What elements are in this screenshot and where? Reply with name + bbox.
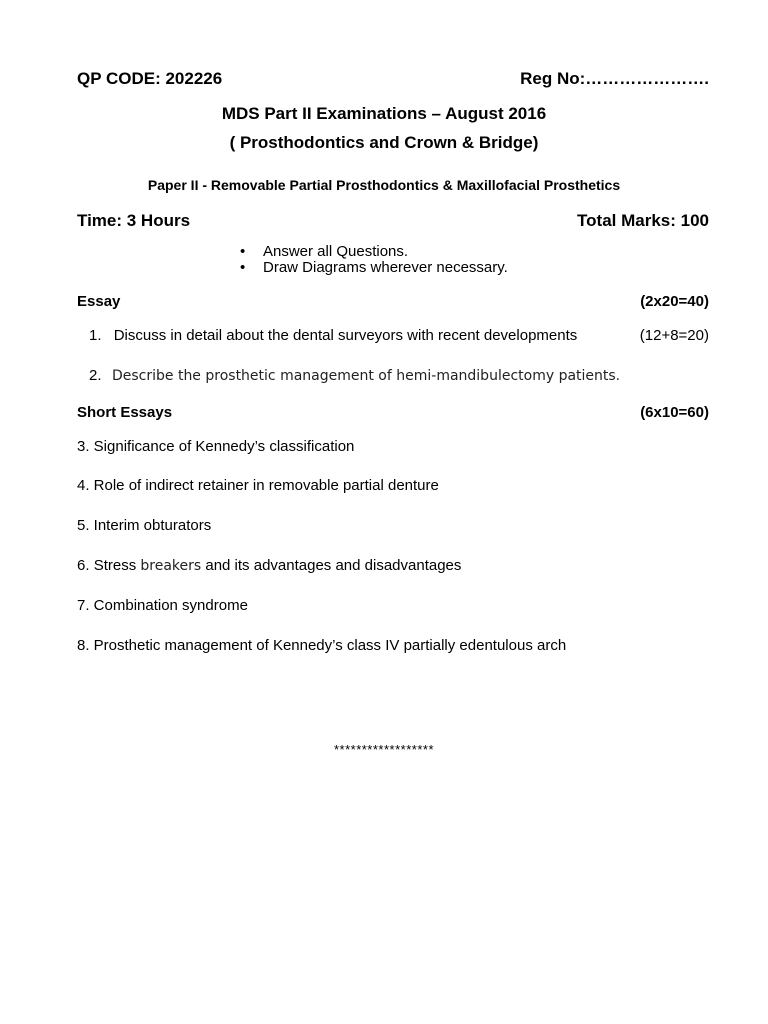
header-row: [77, 69, 709, 89]
short-essays-header-row: [77, 404, 709, 421]
instruction-text: Answer all Questions.: [263, 243, 409, 260]
instructions-list: [240, 244, 508, 276]
reg-no: Reg No:………………….: [520, 69, 709, 88]
essay-marks: (2x20=40): [640, 293, 709, 310]
question-4: 4. Role of indirect retainer in removable partial denture: [77, 477, 439, 494]
instruction-item: • Draw Diagrams wherever necessary.: [240, 259, 508, 276]
essay-header-row: [77, 293, 709, 310]
short-essays-marks: (6x10=60): [640, 404, 709, 421]
question-text: Discuss in detail about the dental surveyors with recent developments: [113, 327, 578, 344]
question-text: breakers: [140, 558, 202, 574]
question-6: [77, 557, 461, 574]
instruction-text: Draw Diagrams wherever necessary.: [263, 259, 508, 276]
question-3: 3. Significance of Kennedy’s classification: [77, 438, 355, 455]
question-2: [89, 367, 620, 385]
exam-title: MDS Part II Examinations – August 2016: [221, 104, 547, 123]
short-essays-heading: Short Essays: [77, 404, 173, 421]
question-text: and its advantages and disadvantages: [205, 557, 462, 574]
subject-title: ( Prosthodontics and Crown & Bridge): [229, 133, 539, 152]
question-5: 5. Interim obturators: [77, 517, 212, 534]
instruction-item: • Answer all Questions.: [240, 243, 409, 260]
time-label: Time: 3 Hours: [77, 211, 191, 230]
question-1: [89, 327, 709, 344]
question-text: Stress: [93, 557, 137, 574]
question-number: 2.: [89, 367, 102, 384]
footer-stars: ******************: [333, 742, 435, 757]
question-number: 6.: [77, 557, 90, 574]
question-text: Describe the prosthetic management of hemi-mandibulectomy patients.: [111, 368, 621, 384]
question-7: 7. Combination syndrome: [77, 597, 248, 614]
question-number: 1.: [89, 327, 102, 344]
total-marks: Total Marks: 100: [577, 211, 709, 230]
time-marks-row: [77, 211, 709, 231]
qp-code: QP CODE: 202226: [77, 69, 223, 88]
essay-heading: Essay: [77, 293, 121, 310]
question-8: 8. Prosthetic management of Kennedy’s class IV partially edentulous arch: [77, 637, 567, 654]
question-marks: (12+8=20): [639, 327, 709, 344]
paper-title: Paper II - Removable Partial Prosthodontics & Maxillofacial Prosthetics: [147, 177, 621, 193]
